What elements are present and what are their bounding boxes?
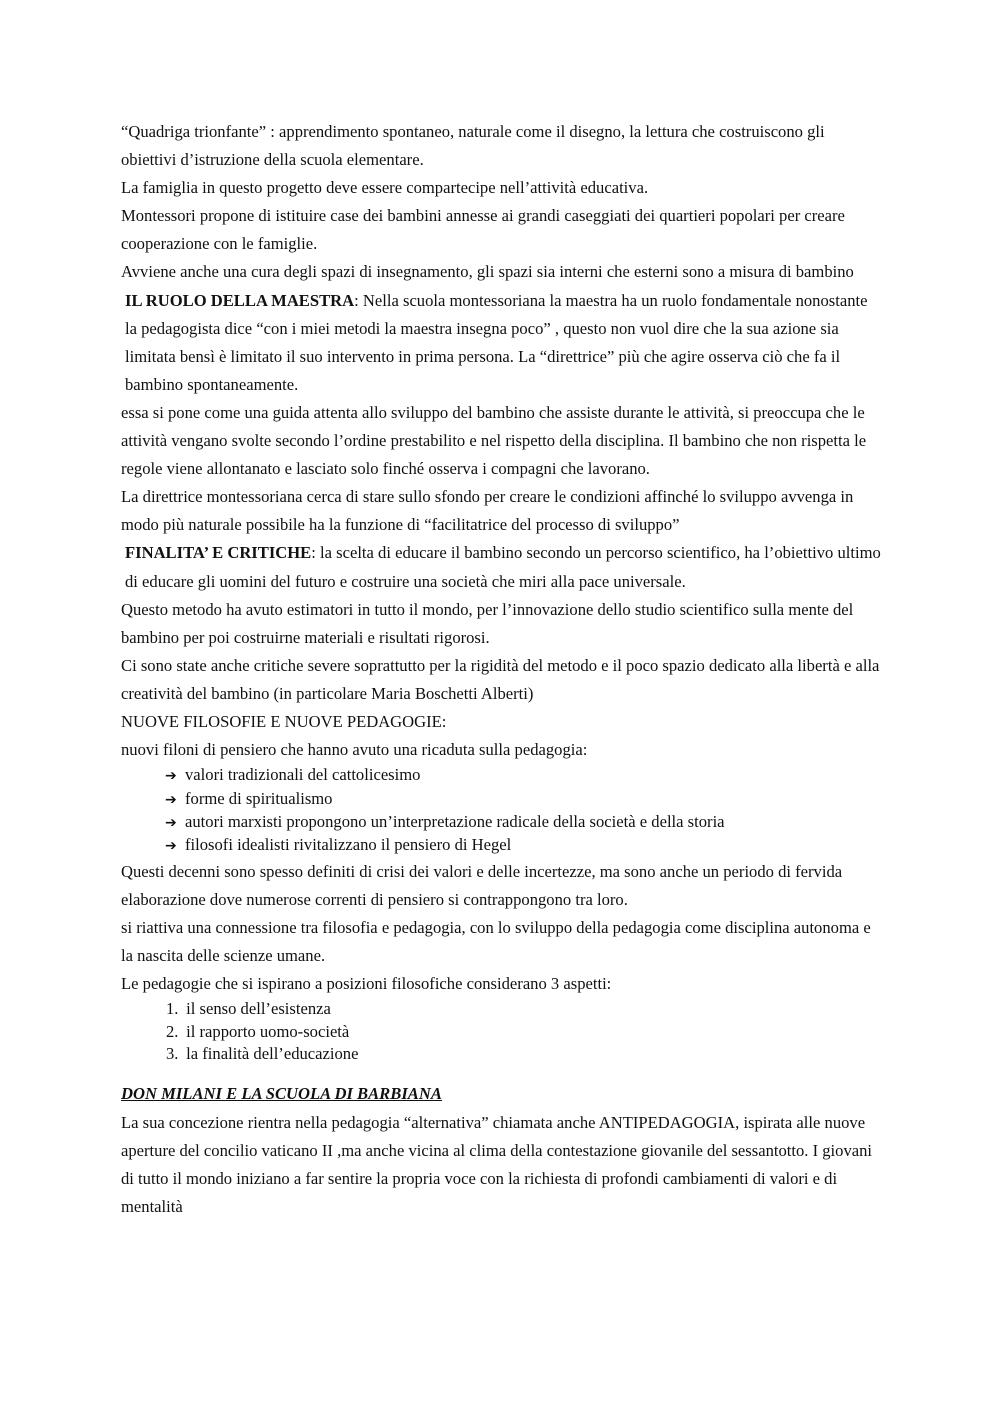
arrow-right-icon: ➔: [165, 768, 177, 785]
arrow-right-icon: ➔: [165, 838, 177, 855]
paragraph: “Quadriga trionfante” : apprendimento spontaneo, naturale come il disegno, la lettura che costruiscono gli obiettivi d’istruzione della scuola elementare.: [121, 122, 825, 170]
ruolo-title: IL RUOLO DELLA MAESTRA: [125, 290, 355, 310]
ruolo-text: : Nella scuola montessoriana la maestra ha un ruolo fondamentale nonostante la pedagogista dice “con i miei metodi la maestra insegna poco” , questo non vuol dire che la sua azione sia limitata bensì è limitato il suo intervento in prima persona. La “direttrice” più che agire osserva ciò che fa il bambino spontaneamente.: [125, 290, 868, 394]
list-item: ➔ valori tradizionali del cattolicesimo: [165, 764, 881, 787]
paragraph: La sua concezione rientra nella pedagogia “alternativa” chiamata anche ANTIPEDAGOGIA, ispirata alle nuove aperture del concilio vaticano II ,ma anche vicina al clima della contestazione giovanile del sessantotto. I giovani di tutto il mondo iniziano a far sentire la propria voce con la richiesta di profondi cambiamenti di valori e di mentalità: [121, 1112, 873, 1216]
finalita-title: FINALITA’ E CRITICHE: [125, 543, 312, 563]
paragraph: Avviene anche una cura degli spazi di insegnamento, gli spazi sia interni che esterni sono a misura di bambino: [121, 262, 854, 282]
paragraph: essa si pone come una guida attenta allo sviluppo del bambino che assiste durante le attività, si preoccupa che le attività vengano svolte secondo l’ordine prestabilito e nel rispetto della disciplina. Il bambino che non rispetta le regole viene allontanato e lasciato solo finché osserva i compagni che lavorano.: [121, 402, 867, 479]
section-label: NUOVE FILOSOFIE E NUOVE PEDAGOGIE:: [121, 711, 447, 731]
arrow-right-icon: ➔: [165, 814, 177, 831]
numbered-list: [121, 998, 881, 1065]
paragraph: La direttrice montessoriana cerca di stare sullo sfondo per creare le condizioni affinché lo sviluppo avvenga in modo più naturale possibile ha la funzione di “facilitatrice del processo di sviluppo”: [121, 487, 854, 535]
list-item: 3. la finalità dell’educazione: [166, 1044, 359, 1064]
paragraph: Ci sono state anche critiche severe soprattutto per la rigidità del metodo e il poco spazio dedicato alla libertà e alla creatività del bambino (in particolare Maria Boschetti Alberti): [121, 655, 880, 703]
section-heading: DON MILANI E LA SCUOLA DI BARBIANA: [121, 1084, 442, 1104]
document-page: [121, 118, 881, 1221]
paragraph: Questi decenni sono spesso definiti di crisi dei valori e delle incertezze, ma sono anche un periodo di fervida elaborazione dove numerose correnti di pensiero si contrappongono tra loro.: [121, 861, 843, 909]
paragraph: Le pedagogie che si ispirano a posizioni filosofiche considerano 3 aspetti:: [121, 974, 612, 994]
arrow-list: [121, 764, 881, 858]
arrow-right-icon: ➔: [165, 791, 177, 808]
list-item: 1. il senso dell’esistenza: [166, 999, 331, 1019]
paragraph: si riattiva una connessione tra filosofia e pedagogia, con lo sviluppo della pedagogia come disciplina autonoma e la nascita delle scienze umane.: [121, 917, 871, 966]
paragraph: nuovi filoni di pensiero che hanno avuto una ricaduta sulla pedagogia:: [121, 740, 588, 760]
list-item: ➔ filosofi idealisti rivitalizzano il pensiero di Hegel: [165, 834, 881, 857]
ruolo-paragraph: [121, 287, 881, 399]
list-item: ➔ autori marxisti propongono un’interpretazione radicale della società e della storia: [165, 811, 881, 834]
paragraph: Questo metodo ha avuto estimatori in tutto il mondo, per l’innovazione dello studio scientifico sulla mente del bambino per poi costruirne materiali e risultati rigorosi.: [121, 599, 854, 647]
paragraph: Montessori propone di istituire case dei bambini annesse ai grandi caseggiati dei quartieri popolari per creare cooperazione con le famiglie.: [121, 206, 845, 254]
paragraph: La famiglia in questo progetto deve essere compartecipe nell’attività educativa.: [121, 178, 649, 198]
finalita-paragraph: [121, 539, 881, 595]
list-item: 2. il rapporto uomo-società: [166, 1021, 350, 1041]
list-item: ➔ forme di spiritualismo: [165, 788, 881, 811]
finalita-text: : la scelta di educare il bambino secondo un percorso scientifico, ha l’obiettivo ultimo di educare gli uomini del futuro e costruire una società che miri alla pace universale.: [125, 543, 881, 591]
